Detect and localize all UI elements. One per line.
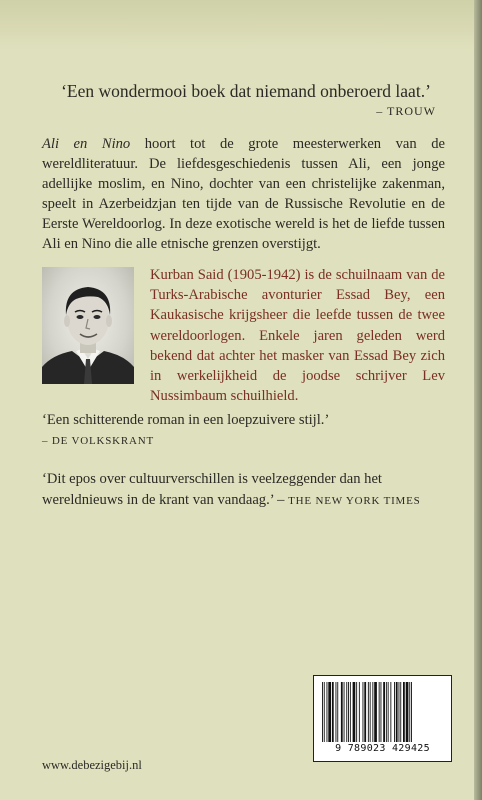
author-bio: Kurban Said (1905-1942) is de schuilnaam van de Turks-Arabische avonturier Essad Bey, een Kaukasische krijgsheer die leefde tussen de twee wereldoorlogen. Enkele jaren geleden werd bekend dat achter het masker van Essad Bey zich in werkelijkheid de joodse schrijver Lev Nussimbaum schuilhield. (150, 267, 445, 405)
quote-volkskrant-text: ‘Een schitterende roman in een loepzuivere stijl.’ (42, 412, 330, 428)
book-description (42, 134, 445, 254)
author-portrait-image (42, 267, 134, 384)
book-description-text: hoort tot de grote meesterwerken van de wereldliteratuur. De liefdesgeschiedenis tussen Ali, een jonge adellijke moslim, en Nino, dochter van een christelijke zakenman, speelt in Azerbeidzjan ten tijde van de Russische Revolutie en de Eerste Wereldoorlog. In deze exotische wereld is het de liefde tussen Ali en Nino die alle etnische grenzen overstijgt. (42, 136, 445, 252)
top-shading (0, 0, 474, 50)
quote-nyt-text: ‘Dit epos over cultuurverschillen is veelzeggender dan het wereldnieuws in de krant van vandaag.’ – (42, 471, 382, 508)
quote-volkskrant-source: – DE VOLKSKRANT (42, 435, 155, 447)
publisher-website: www.debezigebij.nl (42, 758, 142, 772)
isbn-barcode (313, 675, 452, 762)
book-title: Ali en Nino (42, 136, 131, 152)
page-edge (474, 0, 482, 800)
quote-volkskrant (42, 410, 452, 451)
barcode-bars (320, 682, 445, 742)
author-photo (42, 267, 134, 384)
quote-trouw: ‘Een wondermooi boek dat niemand onberoerd laat.’ (61, 81, 431, 101)
quote-nyt (42, 469, 447, 511)
isbn-number: 9 789023 429425 (335, 743, 430, 754)
quote-nyt-source: THE NEW YORK TIMES (288, 494, 421, 507)
quote-trouw-source (56, 100, 436, 122)
quote-trouw-source-text: – TROUW (376, 104, 436, 118)
